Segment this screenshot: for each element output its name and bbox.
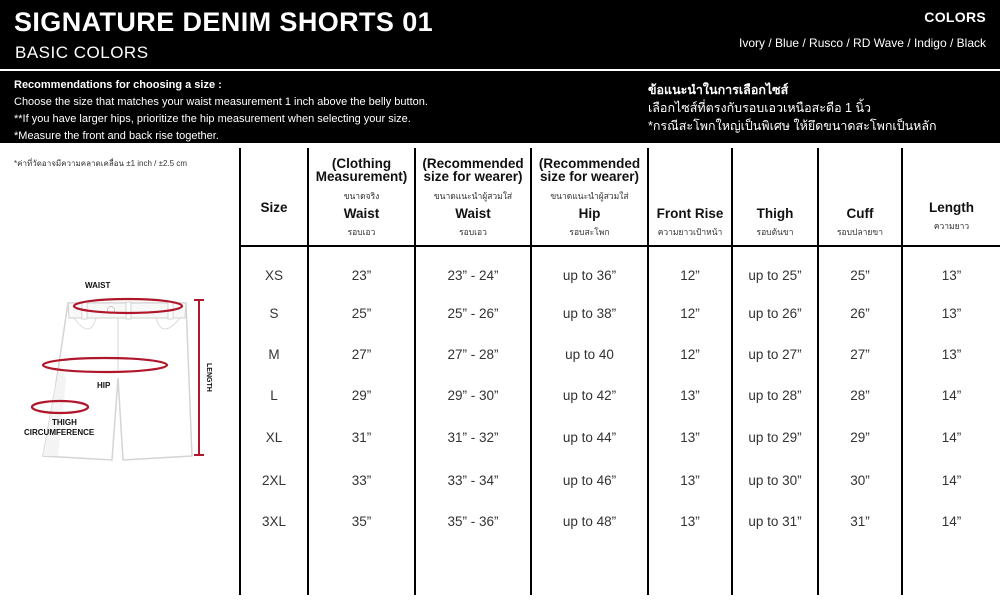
- cell-recommended-hip: up to 44”: [562, 430, 617, 445]
- cell-clothing-waist: 31”: [351, 430, 372, 445]
- cell-cuff: 27”: [850, 347, 870, 362]
- column-qualifier-thai: ขนาดจริง: [343, 191, 380, 201]
- recommendations-band: [0, 71, 1000, 143]
- cell-cuff: 28”: [850, 388, 870, 403]
- recommendations-heading-thai: ข้อแนะนำในการเลือกไซส์: [648, 83, 789, 97]
- cell-size: XS: [264, 268, 283, 283]
- cell-length: 14”: [941, 430, 962, 445]
- cell-thigh: up to 27”: [748, 347, 802, 362]
- recommendation-line: Choose the size that matches your waist measurement 1 inch above the belly button.: [14, 96, 428, 108]
- cell-recommended-waist: 33” - 34”: [447, 473, 499, 488]
- cell-thigh: up to 29”: [748, 430, 802, 445]
- column-label: Hip: [578, 206, 601, 221]
- thigh-label: THIGH: [52, 418, 77, 427]
- length-label: LENGTH: [205, 363, 212, 392]
- column-label-thai: ความยาวเป้าหน้า: [657, 227, 723, 237]
- cell-front-rise: 12”: [680, 306, 700, 321]
- cell-recommended-waist: 25” - 26”: [447, 306, 499, 321]
- cell-recommended-waist: 31” - 32”: [447, 430, 499, 445]
- column-header-cuff: [819, 148, 901, 245]
- cell-front-rise: 13”: [680, 514, 700, 529]
- recommendation-line: **If you have larger hips, prioritize the hip measurement when selecting your size.: [14, 113, 411, 125]
- column-qualifier-thai: ขนาดแนะนำผู้สวมใส่: [433, 191, 513, 201]
- column-label: Cuff: [846, 206, 874, 221]
- cell-size: 2XL: [261, 473, 287, 488]
- column-header-front-rise: [649, 148, 731, 245]
- column-label-thai: ความยาว: [933, 221, 970, 231]
- cell-thigh: up to 31”: [748, 514, 802, 529]
- cell-cuff: 31”: [850, 514, 870, 529]
- cell-recommended-hip: up to 42”: [562, 388, 617, 403]
- cell-cuff: 25”: [850, 268, 870, 283]
- column-label: Front Rise: [656, 206, 724, 221]
- column-label-thai: รอบปลายขา: [836, 227, 883, 237]
- cell-recommended-hip: up to 36”: [562, 268, 617, 283]
- column-label-thai: รอบต้นขา: [756, 227, 794, 237]
- waist-label: WAIST: [85, 281, 111, 290]
- page-subtitle: BASIC COLORS: [15, 43, 149, 62]
- cell-recommended-hip: up to 38”: [562, 306, 617, 321]
- cell-front-rise: 13”: [680, 473, 700, 488]
- column-header-length: [903, 148, 1000, 245]
- cell-cuff: 29”: [850, 430, 870, 445]
- cell-cuff: 30”: [850, 473, 870, 488]
- colors-list: Ivory / Blue / Rusco / RD Wave / Indigo / Black: [739, 36, 986, 50]
- cell-recommended-waist: 27” - 28”: [447, 347, 499, 362]
- recommendations-heading: Recommendations for choosing a size :: [14, 79, 222, 91]
- cell-size: S: [269, 306, 279, 321]
- header-band: [0, 0, 1000, 70]
- belt-loop: [126, 302, 131, 319]
- cell-recommended-hip: up to 46”: [562, 473, 617, 488]
- cell-recommended-waist: 23” - 24”: [447, 268, 499, 283]
- recommendation-line-thai: *กรณีสะโพกใหญ่เป็นพิเศษ ให้ยึดขนาดสะโพกเป็นหลัก: [648, 119, 937, 133]
- column-label: Size: [260, 200, 288, 215]
- cell-size: XL: [265, 430, 283, 445]
- table-header-rule: [240, 245, 1000, 247]
- cell-recommended-hip: up to 40: [565, 347, 614, 362]
- header-divider: [0, 69, 1000, 70]
- column-label: Waist: [343, 206, 380, 221]
- cell-front-rise: 13”: [680, 430, 700, 445]
- column-label: Waist: [455, 206, 491, 221]
- cell-thigh: up to 28”: [748, 388, 802, 403]
- cell-length: 13”: [941, 306, 962, 321]
- cell-size: M: [268, 347, 280, 362]
- cell-length: 14”: [941, 473, 962, 488]
- cell-front-rise: 12”: [680, 268, 700, 283]
- column-qualifier: (Clothing Measurement): [315, 156, 408, 184]
- hip-label: HIP: [97, 381, 111, 390]
- column-header-thigh: [733, 148, 817, 245]
- recommendations-thai: [648, 81, 937, 135]
- cell-clothing-waist: 23”: [351, 268, 372, 283]
- cell-length: 13”: [941, 347, 962, 362]
- recommendation-line: *Measure the front and back rise together.: [14, 130, 219, 142]
- cell-length: 14”: [941, 388, 962, 403]
- column-qualifier: (Recommended size for wearer): [538, 156, 641, 184]
- cell-clothing-waist: 29”: [351, 388, 372, 403]
- column-header-clothing-waist: [309, 148, 414, 245]
- cell-front-rise: 13”: [680, 388, 700, 403]
- cell-cuff: 26”: [850, 306, 870, 321]
- column-label: Thigh: [756, 206, 794, 221]
- colors-heading: COLORS: [924, 9, 986, 25]
- cell-thigh: up to 25”: [748, 268, 802, 283]
- cell-length: 13”: [941, 268, 962, 283]
- cell-clothing-waist: 35”: [351, 514, 372, 529]
- column-label-thai: รอบเอว: [459, 227, 487, 237]
- column-header-size: [241, 148, 307, 245]
- cell-recommended-hip: up to 48”: [562, 514, 617, 529]
- cell-front-rise: 12”: [680, 347, 700, 362]
- column-label-thai: รอบเอว: [347, 227, 376, 237]
- cell-clothing-waist: 25”: [351, 306, 372, 321]
- cell-size: L: [270, 388, 278, 403]
- cell-recommended-waist: 35” - 36”: [447, 514, 499, 529]
- column-qualifier: (Recommended size for wearer): [422, 156, 524, 184]
- cell-recommended-waist: 29” - 30”: [447, 388, 499, 403]
- tolerance-note: *ค่าที่วัดอาจมีความคลาดเคลื่อน ±1 inch / ±2.5 cm: [14, 159, 188, 168]
- thigh-label: CIRCUMFERENCE: [24, 428, 95, 437]
- cell-clothing-waist: 33”: [351, 473, 372, 488]
- column-header-recommended-hip: [532, 148, 647, 245]
- cell-clothing-waist: 27”: [351, 347, 372, 362]
- page-title: SIGNATURE DENIM SHORTS 01: [14, 7, 434, 37]
- cell-thigh: up to 30”: [748, 473, 802, 488]
- column-qualifier-thai: ขนาดแนะนำผู้สวมใส่: [550, 191, 629, 201]
- recommendations-english: [14, 77, 428, 145]
- cell-length: 14”: [941, 514, 962, 529]
- column-label: Length: [929, 200, 974, 215]
- recommendation-line-thai: เลือกไซส์ที่ตรงกับรอบเอวเหนือสะดือ 1 นิ้ว: [648, 101, 872, 115]
- column-header-recommended-waist: [416, 148, 530, 245]
- cell-thigh: up to 26”: [748, 306, 802, 321]
- shorts-illustration: [0, 270, 240, 470]
- cell-size: 3XL: [261, 514, 287, 529]
- column-label-thai: รอบสะโพก: [569, 227, 610, 237]
